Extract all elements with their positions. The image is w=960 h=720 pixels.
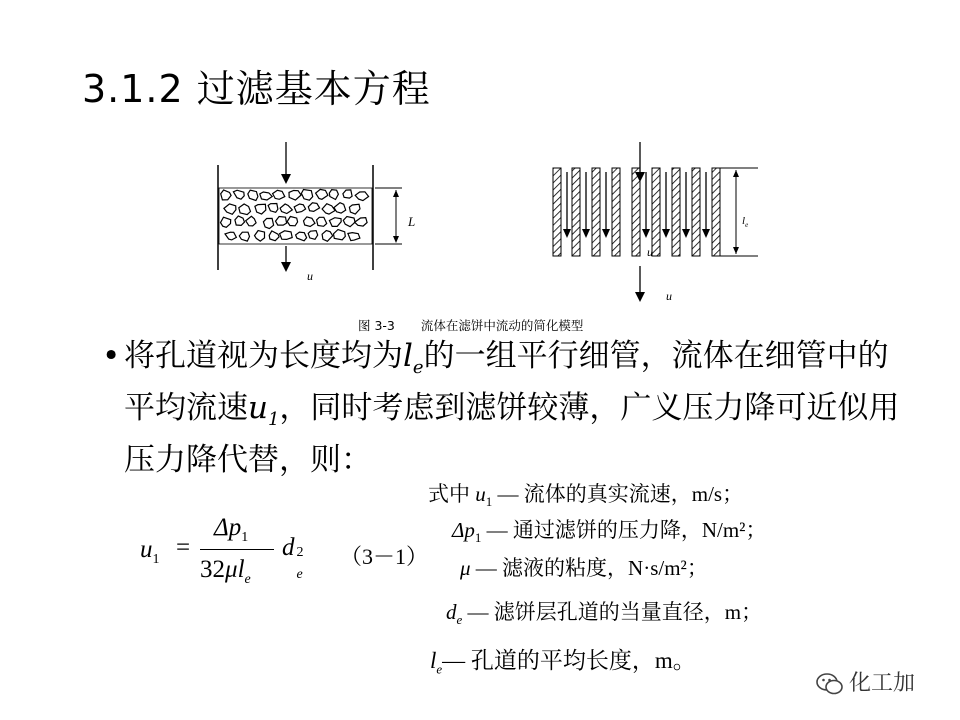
watermark: 化工加	[815, 666, 915, 697]
granular-bed-model	[218, 142, 415, 283]
granule	[280, 231, 293, 240]
tube-wall	[592, 168, 600, 256]
capillary-tube-model	[553, 142, 758, 303]
flow-arrow-head	[582, 229, 590, 238]
flow-arrow-head	[602, 229, 610, 238]
tube-wall	[632, 168, 640, 256]
caption-number: 图 3-3	[358, 318, 395, 333]
page-title: 3.1.2 过滤基本方程	[82, 67, 431, 111]
caption-text: 流体在滤饼中流动的简化模型	[420, 318, 584, 333]
granule	[263, 218, 273, 228]
label-u-outer: u	[666, 289, 672, 303]
def-u1: 式中 $u_1$ — 流体的真实流速，m/s；	[428, 482, 744, 510]
flow-arrow-head	[702, 229, 710, 238]
label-u-inner: u	[647, 245, 653, 259]
eq-de-squared: d 2 e	[282, 534, 304, 582]
bullet-dot-icon: •	[102, 338, 121, 374]
filter-cake-figure	[0, 0, 960, 340]
tube-wall	[712, 168, 720, 256]
wechat-icon	[815, 672, 845, 696]
label-le: $l_e$	[742, 215, 749, 229]
flow-arrow-head	[642, 229, 650, 238]
def-mu: μ — 滤液的粘度，N·s/m²；	[460, 556, 708, 580]
eq-lhs: $u_1$	[140, 536, 160, 567]
flow-arrow-head	[662, 229, 670, 238]
figure-caption	[358, 316, 583, 334]
eq-number: （3－1）	[340, 544, 429, 569]
bullet-text: 将孔道视为长度均为$l_e$的一组平行细管，流体在细管中的平均流速$u_1$，同时考虑到滤饼较薄，广义压力降可近似用压力降代替，则：	[124, 338, 900, 479]
label-u-left: u	[307, 269, 313, 283]
eq-fraction-bar	[200, 549, 274, 550]
tube-wall	[553, 168, 561, 256]
eq-numerator: $\Delta p_1$	[214, 514, 249, 545]
tube-wall	[672, 168, 680, 256]
tube-wall	[652, 168, 660, 256]
tube-wall	[572, 168, 580, 256]
tube-wall	[612, 168, 620, 256]
bullet-paragraph	[102, 336, 908, 481]
def-de: $d_e$ — 滤饼层孔道的当量直径，m；	[446, 600, 763, 628]
granule	[308, 231, 318, 240]
eq-equals: =	[176, 534, 191, 561]
flow-arrow-head	[563, 229, 571, 238]
tube-wall	[692, 168, 700, 256]
flow-arrow-head	[682, 229, 690, 238]
def-le: $l_e—$ 孔道的平均长度，m。	[430, 648, 696, 677]
def-dp1: $\Delta p_1$ — 通过滤饼的压力降，N/m²；	[452, 518, 767, 546]
label-L: L	[408, 214, 416, 229]
eq-denominator: $32\mu l_e$	[200, 556, 251, 587]
